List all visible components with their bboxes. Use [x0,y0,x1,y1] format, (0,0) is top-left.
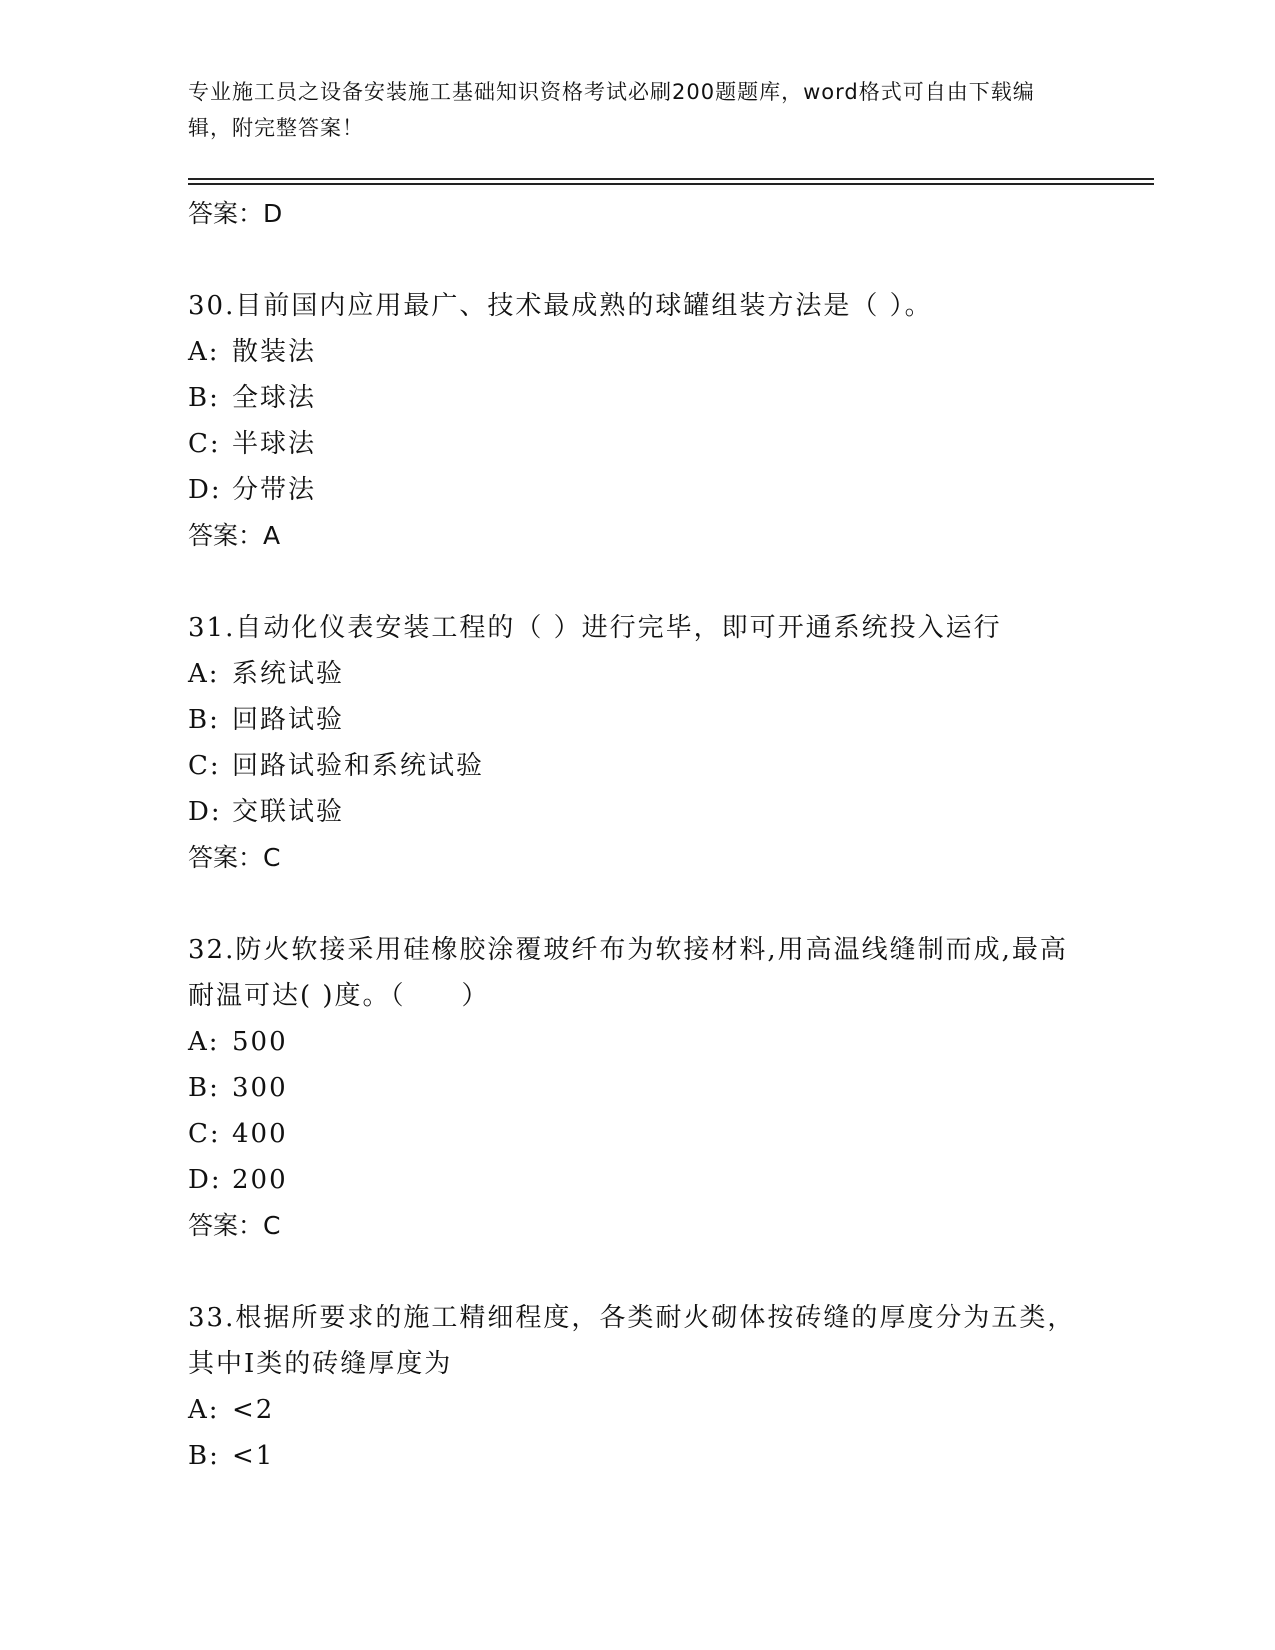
option-d [188,1157,1088,1203]
option-label: A: [188,659,220,689]
option-d [188,789,1088,835]
question-32 [188,927,1088,1249]
option-text: 300 [232,1073,288,1103]
option-text: 系统试验 [232,659,345,689]
option-c [188,421,1088,467]
question-text: 33.根据所要求的施工精细程度，各类耐火砌体按砖缝的厚度分为五类，其中Ⅰ类的砖缝厚度为 [188,1303,1076,1379]
option-text: 半球法 [232,429,317,459]
document-body [188,191,1088,1479]
option-label: A: [188,337,220,367]
option-label: B: [188,1073,220,1103]
option-text: 200 [232,1165,288,1195]
option-a [188,1019,1088,1065]
option-text: 回路试验和系统试验 [232,751,485,781]
header-rule-top [188,178,1154,180]
option-label: C: [188,751,221,781]
question-33 [188,1295,1088,1479]
option-label: D: [188,797,222,827]
question-text: 32.防火软接采用硅橡胶涂覆玻纤布为软接材料,用高温线缝制而成,最高耐温可达( )度。（ ） [188,935,1068,1011]
option-b [188,375,1088,421]
question-text: 30.目前国内应用最广、技术最成熟的球罐组装方法是（ ）。 [188,291,933,321]
option-text: 500 [232,1027,288,1057]
question-text: 31.自动化仪表安装工程的（ ）进行完毕，即可开通系统投入运行 [188,613,1002,643]
option-text: <2 [232,1395,275,1425]
question-31 [188,605,1088,881]
option-text: 全球法 [232,383,317,413]
option-a [188,1387,1088,1433]
option-a [188,329,1088,375]
option-c [188,1111,1088,1157]
option-label: C: [188,429,221,459]
option-d [188,467,1088,513]
question-30 [188,283,1088,559]
answer-31: 答案：C [188,843,281,872]
option-c [188,743,1088,789]
answer-32: 答案：C [188,1211,281,1240]
option-text: 分带法 [232,475,317,505]
option-label: A: [188,1027,220,1057]
previous-answer: 答案：D [188,199,283,228]
option-text: 交联试验 [232,797,345,827]
option-b [188,1433,1088,1479]
header-rule-bottom [188,183,1154,185]
option-label: B: [188,705,220,735]
document-header: 专业施工员之设备安装施工基础知识资格考试必刷200题题库，word格式可自由下载编辑，附完整答案！ [188,80,1035,140]
option-label: C: [188,1119,221,1149]
option-text: 回路试验 [232,705,345,735]
option-a [188,651,1088,697]
option-b [188,697,1088,743]
option-label: B: [188,1441,220,1471]
option-label: B: [188,383,220,413]
option-label: A: [188,1395,220,1425]
answer-30: 答案：A [188,521,281,550]
option-text: 400 [232,1119,288,1149]
option-label: D: [188,475,222,505]
option-text: <1 [232,1441,275,1471]
option-b [188,1065,1088,1111]
option-text: 散装法 [232,337,317,367]
option-label: D: [188,1165,222,1195]
